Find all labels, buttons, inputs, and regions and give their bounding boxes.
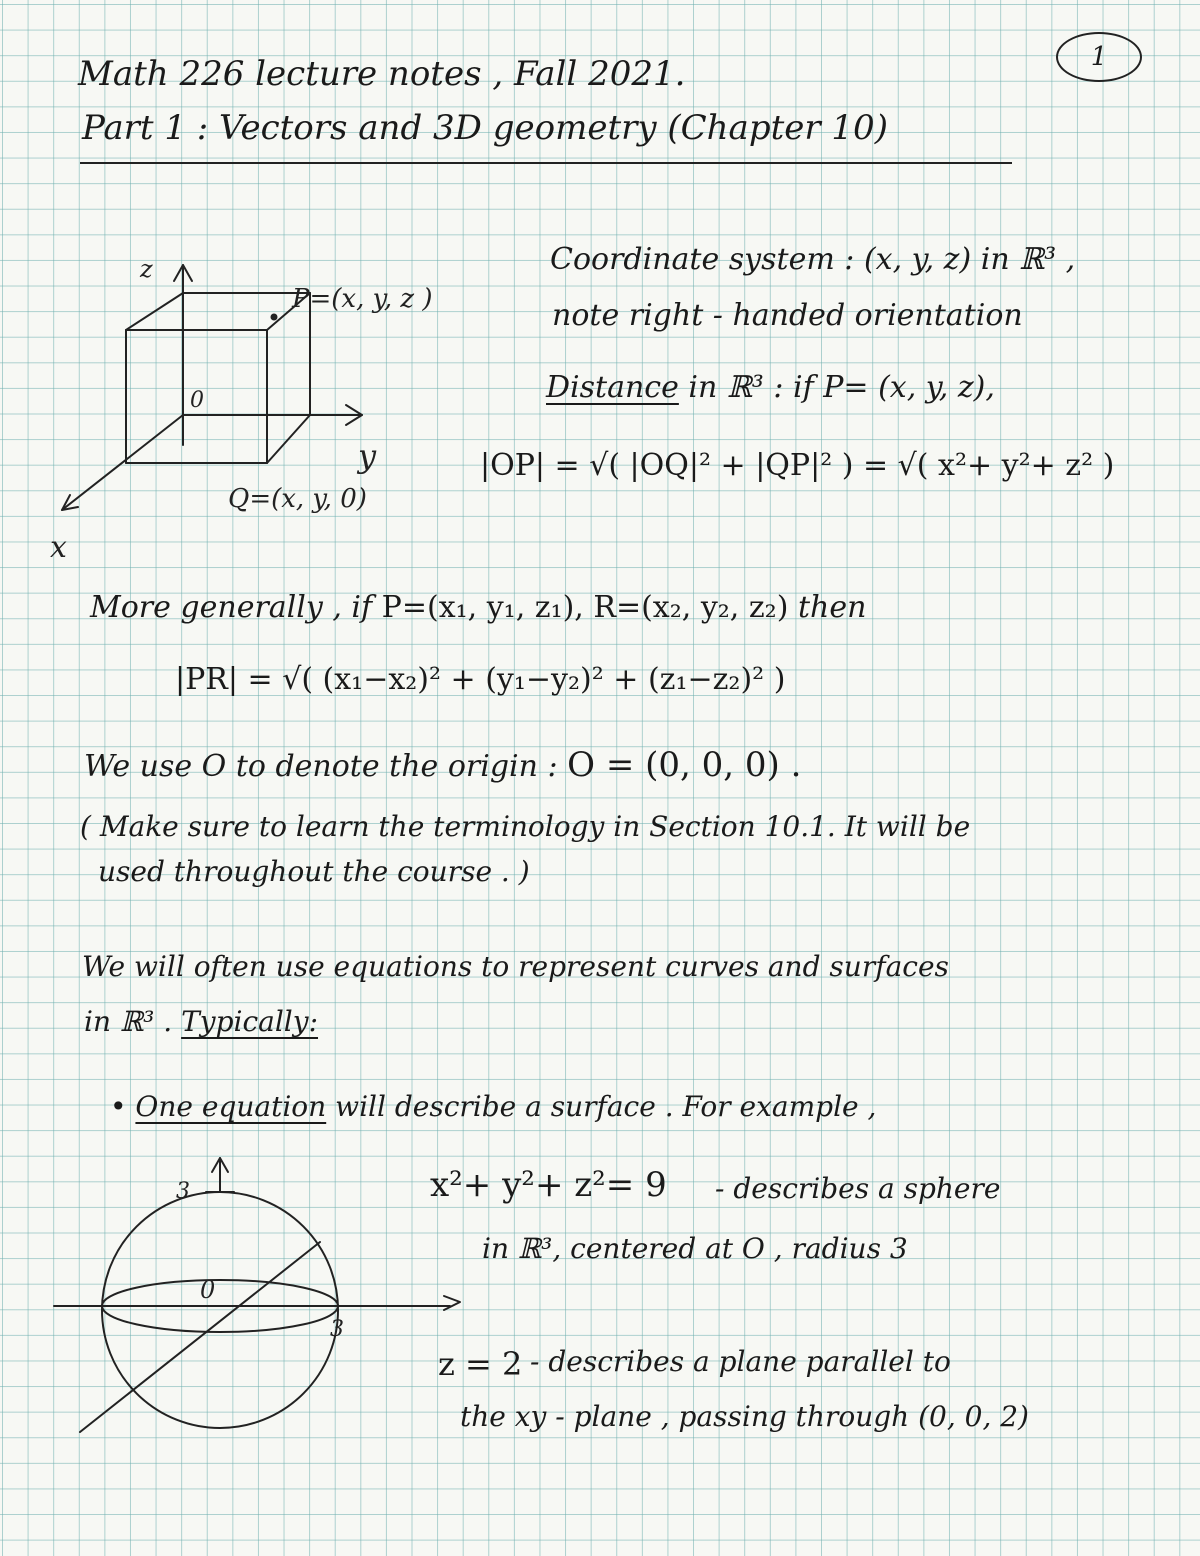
sphere-equation: x²+ y²+ z²= 9 bbox=[430, 1165, 667, 1205]
sphere-diagram bbox=[40, 1150, 480, 1480]
sphere-outline bbox=[102, 1192, 338, 1428]
page-number-badge bbox=[1056, 32, 1142, 82]
sphere-label-top: 3 bbox=[176, 1179, 190, 1204]
plane-description-2: the xy - plane , passing through (0, 0, 2) bbox=[460, 1400, 1029, 1433]
plane-equation: z = 2 bbox=[438, 1345, 523, 1383]
bullet-icon: • bbox=[110, 1090, 127, 1123]
general-points: P=(x₁, y₁, z₁), R=(x₂, y₂, z₂) bbox=[381, 590, 789, 625]
y-axis-label: y bbox=[358, 437, 377, 475]
title-line-2: Part 1 : Vectors and 3D geometry (Chapter 10) bbox=[82, 108, 888, 148]
equations-intro-line-2 bbox=[84, 1005, 318, 1038]
sphere-description-1: - describes a sphere bbox=[715, 1172, 1001, 1205]
bullet-rest: will describe a surface . For example , bbox=[335, 1090, 877, 1123]
bullet-one-equation bbox=[110, 1090, 876, 1123]
z-axis-label: z bbox=[140, 255, 153, 283]
title-line-1: Math 226 lecture notes , Fall 2021. bbox=[78, 54, 686, 94]
coord-system-line-2: note right - handed orientation bbox=[552, 298, 1023, 333]
origin-note-prefix: We use O to denote the origin : bbox=[84, 749, 558, 784]
coord-system-line-1: Coordinate system : (x, y, z) in ℝ³ , bbox=[550, 242, 1076, 277]
distance-heading: Distance bbox=[546, 370, 679, 405]
plane-description-1: - describes a plane parallel to bbox=[530, 1345, 951, 1378]
sphere-horizontal-arrowhead bbox=[444, 1296, 460, 1310]
equations-intro-line-1: We will often use equations to represent curves and surfaces bbox=[82, 950, 949, 983]
coordinate-cube-diagram bbox=[40, 245, 480, 575]
origin-note-math: O = (0, 0, 0) . bbox=[567, 745, 802, 785]
one-equation-label: One equation bbox=[135, 1090, 327, 1123]
origin-note bbox=[84, 745, 801, 785]
point-p-dot bbox=[272, 315, 277, 320]
typically-label: Typically: bbox=[181, 1005, 319, 1038]
cube-edge bbox=[126, 293, 183, 330]
general-formula: |PR| = √( (x₁−x₂)² + (y₁−y₂)² + (z₁−z₂)² ) bbox=[175, 662, 786, 697]
origin-label: 0 bbox=[190, 388, 204, 413]
distance-heading-row bbox=[546, 370, 995, 405]
equations-intro-prefix: in ℝ³ . bbox=[84, 1005, 173, 1038]
page-number: 1 bbox=[1090, 42, 1108, 72]
point-q-label: Q=(x, y, 0) bbox=[228, 484, 367, 514]
terminology-line-1: ( Make sure to learn the terminology in Section 10.1. It will be bbox=[80, 810, 971, 843]
general-line-1 bbox=[90, 590, 866, 625]
header-rule bbox=[80, 162, 1012, 164]
cube-edge bbox=[267, 415, 310, 463]
general-prefix: More generally , if bbox=[90, 590, 373, 625]
sphere-origin-label: 0 bbox=[200, 1276, 216, 1304]
sphere-description-2: in ℝ³, centered at O , radius 3 bbox=[482, 1232, 908, 1265]
sphere-diagonal-axis bbox=[80, 1242, 320, 1432]
x-axis-label: x bbox=[50, 530, 67, 565]
sphere-label-right: 3 bbox=[330, 1317, 344, 1342]
general-suffix: then bbox=[797, 590, 867, 625]
distance-heading-rest: in ℝ³ : if P= (x, y, z), bbox=[688, 370, 995, 405]
terminology-line-2: used throughout the course . ) bbox=[98, 855, 530, 888]
point-p-label: P=(x, y, z ) bbox=[292, 284, 433, 314]
distance-formula: |OP| = √( |OQ|² + |QP|² ) = √( x²+ y²+ z² ) bbox=[480, 448, 1115, 483]
